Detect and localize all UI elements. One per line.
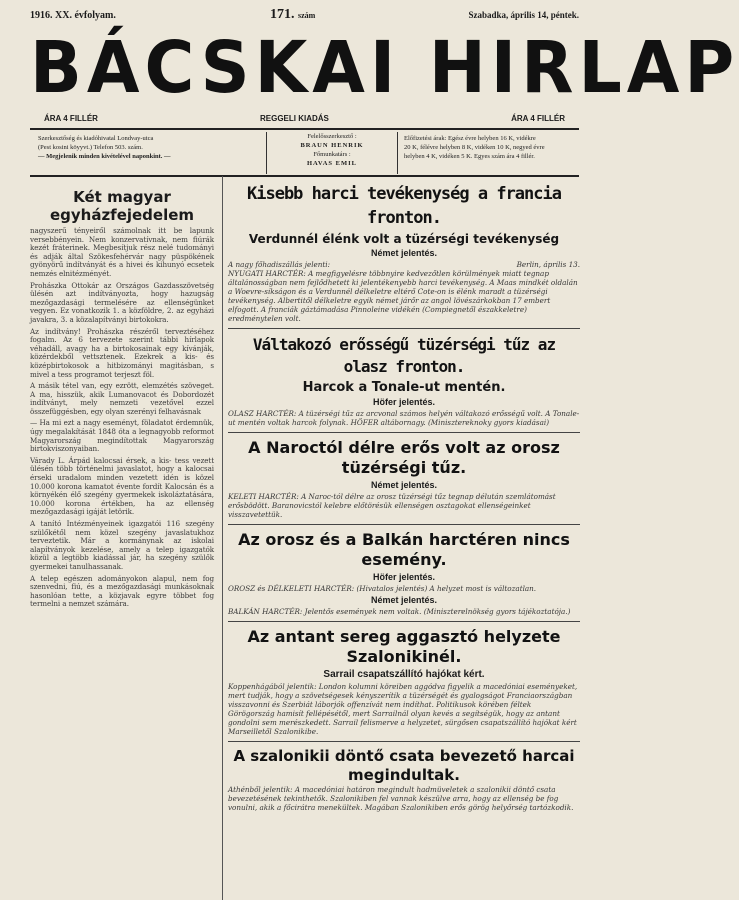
left-paragraph-7: A tanító Intézményeinek igazgatói 116 szegény szülőkétől nem közel szegény javaslatukhoz terveztetik. Már a kormánynak az iskolai alapítványok kezelése, amely a telep igazgatók közül a legtöbb kiadással jár, ha szegény szülők gyermekei tanulhassanak. bbox=[30, 519, 214, 571]
issue-number bbox=[270, 7, 315, 23]
office-line-3: — Megjelenik minden kivételével naponkint. — bbox=[38, 153, 171, 160]
article-1-headline: Kisebb harci tevékenység a francia fronton. bbox=[247, 184, 561, 228]
sub-line-2: 20 K, félévre helyben 8 K, vidéken 10 K, negyed évre bbox=[404, 144, 545, 151]
column-divider bbox=[222, 176, 223, 900]
article-3-headline: A Naroctól délre erős volt az orosz tüzérségi tűz. bbox=[248, 438, 560, 477]
left-paragraph-8: A telep egészen adományokon alapul, nem fog szenvedni, fiú, és a mezőgazdasági munkásoknak hasonlóan tette, a közjavak egyre többet fog termelni a nemzet számára. bbox=[30, 573, 214, 609]
right-column-news bbox=[228, 182, 580, 812]
header-rule-bottom bbox=[30, 175, 579, 177]
price-left: ÁRA 4 FILLÉR bbox=[44, 114, 98, 123]
left-paragraph-1: nagyszerű tényeiről számolnak itt be lapunk versebbényein. Nem konzervatívnak, nem fiúrák kezét fráterinek. Megbesítjuk rész nelé tudományi és adják által Szökesfehérvár nagy püspökének gyönyörű indítványát és a hivei és kihunyó ecsetek nemzés elnitézményét. bbox=[30, 226, 214, 278]
left-paragraph-5: — Ha mi ezt a nagy eseményt, föladatot érdemnük, úgy megalakítását 1848 óta a legnagyobb reformot Magyarország megindítottak Magyarország birtokviszonyaiban. bbox=[30, 418, 214, 454]
article-2-subhead: Harcok a Tonale-ut mentén. bbox=[302, 380, 506, 395]
article-4-body-2: BALKÁN HARCTÉR: Jelentős események nem voltak. (Miniszterelnökség gyors tájékoztatója.) bbox=[228, 607, 571, 616]
editor-label: Felelősszerkesztő : bbox=[307, 133, 357, 140]
article-1-report-label: Német jelentés. bbox=[370, 248, 438, 258]
article-4-report-label: Höfer jelentés. bbox=[372, 572, 436, 582]
editor-info bbox=[266, 132, 398, 174]
office-line-1: Szerkesztőség és kiadóhivatal Londvay-utca bbox=[38, 135, 154, 142]
article-4-body: OROSZ és DÉLKELETI HARCTÉR: (Hivatalos jelentés) A helyzet most is változatlan. bbox=[228, 584, 537, 593]
article-2-headline: Váltakozó erősségű tüzérségi tűz az olasz fronton. bbox=[252, 335, 556, 376]
article-1-subhead: Verdunnél élénk volt a tüzérségi tevékenység bbox=[248, 232, 560, 246]
top-info-line bbox=[30, 8, 579, 24]
subscription-info bbox=[404, 134, 579, 161]
office-info bbox=[38, 134, 258, 161]
article-6-headline: A szalonikii döntő csata bevezető harcai megindultak. bbox=[233, 747, 575, 784]
article-5-subhead: Sarrail csapatszállító hajókat kért. bbox=[323, 669, 485, 680]
article-3-body: KELETI HARCTÉR: A Naroc-tól délre az orosz tüzérségi tűz tegnap délután szemlátomást erősbödött. Baranovicstól kelebre előtörésük ellenségen osztagokat ellenségeinket visszavetettük. bbox=[228, 492, 556, 519]
separator-4 bbox=[228, 621, 580, 622]
assoc-label: Főmunkatárs : bbox=[313, 151, 351, 158]
dateline-left: A nagy főhadiszállás jelenti: bbox=[228, 260, 331, 269]
left-paragraph-6: Várady L. Árpád kalocsai érsek, a kis- tess vezett ülésén több történelmi javaslatot, hogy a kalocsai érseki uradalom minden vezetett idén is közel 10.000 korona kamatot évente fordít Kalocsán és a környékén élő szegény gyermekek iskoláztatására, 10.000 korona értékben, ha az ellenség mezőgazdasági igáját letörik. bbox=[30, 455, 214, 517]
office-line-2: (Pest kosini köyyvt.) Telefon 503. szám. bbox=[38, 144, 143, 151]
issue-label: szám bbox=[298, 11, 316, 20]
article-4-headline: Az orosz és a Balkán harctéren nincs esemény. bbox=[238, 530, 570, 569]
separator-3 bbox=[228, 524, 580, 525]
article-5-headline: Az antant sereg aggasztó helyzete Szalonikinél. bbox=[247, 627, 561, 666]
article-1-dateline bbox=[228, 260, 580, 269]
article-4-report-label-2: Német jelentés. bbox=[370, 595, 438, 605]
dateline-right: Berlin, április 13. bbox=[516, 260, 580, 269]
issue-date: Szabadka, április 14, péntek. bbox=[468, 10, 579, 20]
price-right: ÁRA 4 FILLÉR bbox=[511, 114, 565, 123]
left-column-article bbox=[30, 188, 214, 609]
price-line bbox=[30, 114, 579, 128]
sub-line-3: helyben 4 K, vidéken 5 K. Egyes szám ára 4 fillér. bbox=[404, 153, 535, 160]
left-article-title-1: Két magyar bbox=[73, 188, 171, 206]
year-volume: 1916. XX. évfolyam. bbox=[30, 10, 116, 21]
article-2-report-label: Höfer jelentés. bbox=[372, 397, 436, 407]
issue-number-value: 171. bbox=[270, 7, 295, 22]
left-article-title-2: egyházfejedelem bbox=[49, 206, 195, 224]
separator-2 bbox=[228, 432, 580, 433]
editor-name: BRAUN HENRIK bbox=[300, 142, 364, 149]
article-2-body: OLASZ HARCTÉR: A tüzérségi tűz az arcvonal számos helyén váltakozó erősségű volt. A Tonale-ut mentén voltak harcok folynak. HÖFER altábornagy. (Minisztereknoky gyors kiadásai) bbox=[228, 409, 580, 427]
assoc-name: HAVAS EMIL bbox=[306, 160, 358, 167]
article-1-body: NYUGATI HARCTÉR: A megfigyelésre többnyire kedvezőtlen körülmények miatt tegnap általánosságban nem fejlődhetett ki jelentékenyebb harci tevékenység. A Maas mindkét oldalán a Woevre-síkságon és a Verdunnél délkeletre eltérő Cote-on is élénk maradt a tüzérségi tevékenység. Albertitől délkeletre egyik német járőr az angol lövészárkokban 17 embert elfogott. A franciák gáztámadása Pinnoleine vidékén (Compiegnetől északkeletre) eredménytelen volt. bbox=[228, 269, 578, 323]
article-6-body: Athénből jelentik: A macedóniai határon megindult hadmüveletek a szalonikii döntő csata bevezetésének tekinthetők. Szalonikiben fel vannak készülve arra, hogy az ellenség be fog vonulni, akik a főcirátra menekültek. Magában Szalonikiben erős görög helyőrség tartózkodik. bbox=[228, 785, 574, 812]
article-3-report-label: Német jelentés. bbox=[370, 480, 438, 490]
article-5-body: Koppenhágából jelentik: London kolumni köreiben aggódva figyelik a macedóniai eseményeket, mert tudják, hogy a szövetségesek kényszerítik a tüzérségét és gyalogságot Franciaországban visszavonni és Szerbiát láborjók offenzívát nem indíthat. Politikusok körében féltek Görögország hamisít fellépésétől, mert Sarrailnál olyan kevés a segítségük, hogy az antant gondolni sem merészkedett. Sarrail felismerve a helyzetet, sürgősen csapatszállító hajókat kért Marseilletől Szalonikibe. bbox=[228, 682, 578, 736]
separator-1 bbox=[228, 328, 580, 329]
sub-line-1: Előfizetési árak: Egész évre helyben 16 K, vidékre bbox=[404, 135, 536, 142]
separator-5 bbox=[228, 741, 580, 742]
newspaper-title: BÁCSKAI HIRLAP bbox=[30, 27, 739, 110]
edition-label: REGGELI KIADÁS bbox=[260, 114, 329, 123]
left-paragraph-4: A másik tétel van, egy ezrött, elemzétés szöveget. A ma, hisszük, akik Lumanovacot és Dobordozét indítványt, mely nemzeti vezetővel ezzel összefüggésben, egy olyan szerényi felhavásnak bbox=[30, 381, 214, 416]
info-bar bbox=[30, 130, 579, 174]
left-paragraph-3: Az indítvány! Prohászka részéről terveztéséhez fogalm. Az 6 tervezete szerint tábbi hírlapok véhadáll, avagy ha a birtokosainak egy kívánják, közérdekből vettsztenek. Ezekrek a kis- és középbirtokosok a hitbizományi magitásban, s mivel a tess programot terjeszt föl. bbox=[30, 326, 214, 379]
left-paragraph-2: Prohászka Ottokár az Országos Gazdasszövetség ülésén azt indítványozta, hogy hazugság mezőgazdasági termelésére az ellenségünket vegyen. Ez vonatkozik 1. a közföldre, 2. az egyházi javakra, 3. a közalapítványi birtokokra. bbox=[30, 280, 214, 324]
